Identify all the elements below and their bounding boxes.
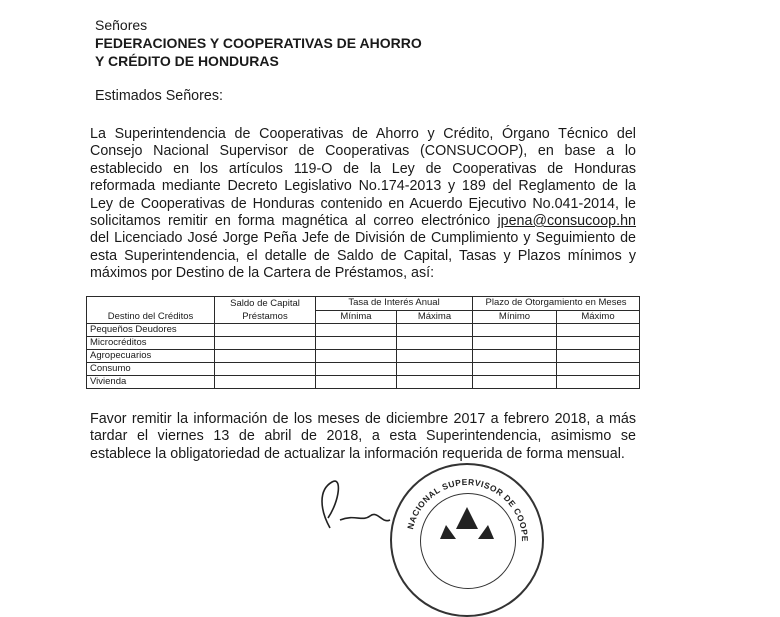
- header-saldo-line2: Préstamos: [242, 311, 288, 322]
- table-cell: [316, 337, 397, 350]
- table-cell: [316, 376, 397, 389]
- loan-portfolio-table: [86, 296, 640, 389]
- row-label: Agropecuarios: [87, 350, 215, 363]
- table-cell: [397, 376, 473, 389]
- header-tasa-max: Máxima: [397, 310, 473, 324]
- deadline-paragraph: [90, 411, 636, 463]
- table-cell: [316, 324, 397, 337]
- table-cell: [316, 350, 397, 363]
- table-cell: [215, 324, 316, 337]
- paragraph-line: establecido en los artículos 119-O de la Ley de Cooperativas de Honduras: [90, 160, 636, 177]
- header-saldo-line1: Saldo de Capital: [230, 298, 300, 309]
- paragraph-line: máximos por Destino de la Cartera de Préstamos, así:: [90, 265, 435, 282]
- paragraph-line: reformada mediante Decreto Legislativo No.174-2013 y 189 del Reglamento de la: [90, 178, 636, 195]
- recipient-name-line1: FEDERACIONES Y COOPERATIVAS DE AHORRO: [95, 35, 422, 51]
- row-label: Microcréditos: [87, 337, 215, 350]
- email-link[interactable]: jpena@consucoop.hn: [497, 213, 636, 230]
- paragraph-line: establece la obligatoriedad de actualizar la información requerida de forma mensual.: [90, 445, 625, 462]
- table-cell: [473, 337, 557, 350]
- table-cell: [316, 363, 397, 376]
- row-label: Consumo: [87, 363, 215, 376]
- table-cell: [473, 376, 557, 389]
- seal-text: NACIONAL SUPERVISOR DE COOPE: [405, 476, 531, 543]
- paragraph-line: tardar el viernes 13 de abril de 2018, a esta Superintendencia, asimismo se: [90, 428, 636, 445]
- table-row: [87, 350, 640, 363]
- paragraph-line: Consejo Nacional Supervisor de Cooperativas (CONSUCOOP), en base a lo: [90, 143, 636, 160]
- table-cell: [215, 350, 316, 363]
- salutation: Estimados Señores:: [95, 88, 223, 104]
- header-plazo: Plazo de Otorgamiento en Meses: [473, 297, 640, 311]
- header-destino: Destino del Créditos: [87, 297, 215, 324]
- header-tasa: Tasa de Interés Anual: [316, 297, 473, 311]
- paragraph-line: del Licenciado José Jorge Peña Jefe de División de Cumplimiento y Seguimiento de: [90, 230, 636, 247]
- paragraph-line: La Superintendencia de Cooperativas de Ahorro y Crédito, Órgano Técnico del: [90, 126, 636, 142]
- table-cell: [215, 363, 316, 376]
- table-cell: [557, 350, 640, 363]
- table-cell: [215, 376, 316, 389]
- email-prefix-text: solicitamos remitir en forma magnética al correo electrónico: [90, 213, 498, 230]
- request-paragraph: [90, 126, 636, 283]
- recipient-address: [95, 16, 422, 70]
- paragraph-line: Favor remitir la información de los meses de diciembre 2017 a febrero 2018, a más: [90, 411, 636, 427]
- paragraph-line: esta Superintendencia, el detalle de Saldo de Capital, Tasas y Plazos mínimos y: [90, 247, 636, 264]
- row-label: Vivienda: [87, 376, 215, 389]
- table-row: [87, 363, 640, 376]
- table-cell: [473, 350, 557, 363]
- header-plazo-min: Mínimo: [473, 310, 557, 324]
- table-cell: [397, 363, 473, 376]
- table-cell: [557, 363, 640, 376]
- table-cell: [397, 337, 473, 350]
- table-cell: [397, 324, 473, 337]
- official-seal: [390, 463, 544, 617]
- table-cell: [557, 324, 640, 337]
- table-cell: [397, 350, 473, 363]
- paragraph-line-email: [90, 213, 636, 230]
- table-row: [87, 324, 640, 337]
- paragraph-line: Ley de Cooperativas de Honduras contenido en Acuerdo Ejecutivo No.041-2014, le: [90, 195, 636, 212]
- recipient-name-line2: Y CRÉDITO DE HONDURAS: [95, 53, 279, 69]
- table-cell: [215, 337, 316, 350]
- seal-emblem-icon: [438, 503, 496, 543]
- table-cell: [557, 337, 640, 350]
- row-label: Pequeños Deudores: [87, 324, 215, 337]
- header-saldo: [215, 297, 316, 324]
- table-cell: [473, 324, 557, 337]
- header-tasa-min: Mínima: [316, 310, 397, 324]
- table-cell: [557, 376, 640, 389]
- header-plazo-max: Máximo: [557, 310, 640, 324]
- table-row: [87, 376, 640, 389]
- table-row: [87, 337, 640, 350]
- recipient-greeting: Señores: [95, 17, 148, 33]
- table-cell: [473, 363, 557, 376]
